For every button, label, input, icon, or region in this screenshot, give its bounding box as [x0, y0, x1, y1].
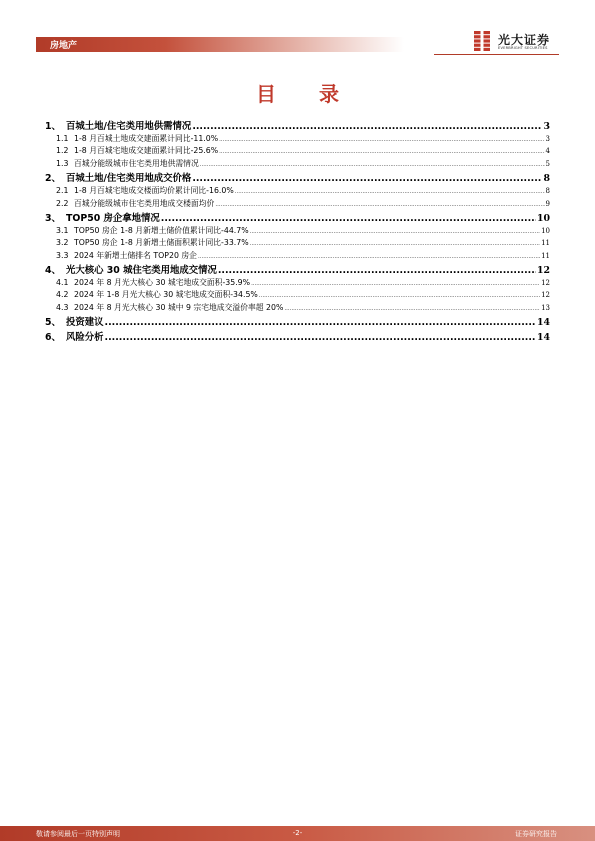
toc-entry-number: 3.3 — [56, 250, 69, 260]
toc-leader-dots — [198, 251, 540, 260]
toc-entry-number: 4、 — [45, 264, 61, 276]
toc-leader-dots — [250, 226, 540, 235]
toc-leader-dots — [192, 173, 542, 184]
toc-entry-page: 11 — [541, 239, 550, 248]
footer-report-type: 证券研究报告 — [515, 829, 557, 838]
toc-entry-title: TOP50 房企 1-8 月新增土储面积累计同比-33.7% — [74, 238, 249, 248]
toc-entry-number: 1.2 — [56, 146, 69, 156]
toc-leader-dots — [259, 290, 540, 299]
toc-entry-section[interactable] — [45, 210, 550, 225]
footer-bar — [0, 826, 595, 841]
toc-entry-number: 4.1 — [56, 278, 69, 288]
toc-entry-number: 2、 — [45, 173, 61, 185]
toc-entry-section[interactable] — [45, 329, 550, 344]
toc-entry-subsection[interactable] — [45, 225, 550, 237]
toc-entry-number: 6、 — [45, 332, 61, 344]
toc-entry-number: 5、 — [45, 317, 61, 329]
toc-entry-title: 1-8 月百城土地成交建面累计同比-11.0% — [74, 134, 219, 144]
toc-entry-title: 百城分能级城市住宅类用地成交楼面均价 — [74, 198, 215, 208]
toc-entry-section[interactable] — [45, 314, 550, 329]
toc-entry-page: 13 — [541, 303, 550, 312]
toc-entry-section[interactable] — [45, 170, 550, 185]
logo-text-cn: 光大证券 — [498, 33, 551, 47]
toc-entry-page: 5 — [545, 159, 550, 168]
toc-entry-number: 1、 — [45, 121, 61, 132]
toc-entry-subsection[interactable] — [45, 250, 550, 262]
toc-entry-subsection[interactable] — [45, 237, 550, 249]
toc-entry-title: 百城土地/住宅类用地成交价格 — [66, 173, 192, 185]
logo-mark-icon — [474, 31, 490, 51]
toc-leader-dots — [105, 317, 536, 328]
toc-leader-dots — [215, 199, 544, 208]
toc-entry-title: 2024 年 8 月光大核心 30 城中 9 宗宅地成交溢价率超 20% — [74, 302, 284, 312]
toc-leader-dots — [251, 278, 540, 287]
toc-entry-page: 9 — [545, 199, 550, 208]
toc-entry-page: 12 — [541, 291, 550, 300]
toc-entry-number: 1.3 — [56, 158, 69, 168]
toc-entry-number: 3.1 — [56, 226, 69, 236]
toc-entry-page: 3 — [545, 135, 550, 144]
toc-entry-title: 1-8 月百城宅地成交建面累计同比-25.6% — [74, 146, 219, 156]
toc-entry-page: 3 — [543, 121, 550, 132]
toc-entry-number: 1.1 — [56, 134, 69, 144]
toc-entry-number: 4.2 — [56, 290, 69, 300]
table-of-contents — [45, 118, 550, 344]
toc-entry-title: 光大核心 30 城住宅类用地成交情况 — [66, 264, 217, 276]
toc-entry-section[interactable] — [45, 118, 550, 133]
toc-entry-number: 4.3 — [56, 302, 69, 312]
toc-entry-number: 3.2 — [56, 238, 69, 248]
toc-entry-page: 14 — [536, 317, 550, 329]
toc-entry-subsection[interactable] — [45, 158, 550, 170]
toc-entry-section[interactable] — [45, 262, 550, 277]
toc-entry-subsection[interactable] — [45, 185, 550, 197]
toc-entry-page: 10 — [536, 212, 550, 224]
footer-page-number: -2- — [292, 828, 303, 837]
company-logo — [474, 31, 560, 53]
toc-entry-page: 10 — [541, 227, 550, 236]
toc-entry-page: 12 — [536, 264, 550, 276]
toc-entry-page: 8 — [545, 187, 550, 196]
toc-leader-dots — [161, 213, 536, 224]
toc-title: 目 录 — [256, 82, 357, 106]
toc-entry-subsection[interactable] — [45, 289, 550, 301]
toc-entry-title: 2024 年新增土储排名 TOP20 房企 — [74, 250, 197, 260]
toc-entry-page: 11 — [541, 251, 550, 260]
toc-entry-subsection[interactable] — [45, 145, 550, 157]
toc-entry-page: 14 — [536, 332, 550, 344]
toc-entry-page: 8 — [543, 173, 550, 185]
toc-leader-dots — [218, 265, 536, 276]
toc-entry-number: 3、 — [45, 212, 61, 224]
toc-leader-dots — [250, 238, 540, 247]
toc-entry-title: 1-8 月百城宅地成交楼面均价累计同比-16.0% — [74, 186, 234, 196]
toc-entry-page: 12 — [541, 279, 550, 288]
toc-entry-number: 2.2 — [56, 198, 69, 208]
toc-entry-title: 百城土地/住宅类用地供需情况 — [66, 121, 192, 132]
toc-entry-subsection[interactable] — [45, 302, 550, 314]
toc-entry-subsection[interactable] — [45, 198, 550, 210]
footer-disclaimer: 敬请参阅最后一页特别声明 — [36, 829, 120, 838]
toc-leader-dots — [192, 121, 542, 132]
header-section-bar — [36, 37, 404, 52]
toc-leader-dots — [235, 186, 545, 195]
toc-leader-dots — [200, 159, 545, 168]
toc-leader-dots — [105, 332, 536, 343]
toc-leader-dots — [219, 146, 544, 155]
toc-entry-title: TOP50 房企拿地情况 — [66, 212, 160, 224]
logo-text-en: EVERBRIGHT SECURITIES — [498, 46, 548, 50]
toc-leader-dots — [284, 303, 540, 312]
header-section-label: 房地产 — [50, 41, 78, 51]
toc-entry-title: 风险分析 — [66, 332, 104, 344]
toc-entry-title: 2024 年 8 月光大核心 30 城宅地成交面积-35.9% — [74, 278, 251, 288]
toc-entry-title: 投资建议 — [66, 317, 104, 329]
toc-entry-title: 2024 年 1-8 月光大核心 30 城宅地成交面积-34.5% — [74, 290, 258, 300]
toc-leader-dots — [219, 134, 544, 143]
toc-entry-title: 百城分能级城市住宅类用地供需情况 — [74, 158, 199, 168]
header-divider — [434, 54, 559, 55]
toc-entry-title: TOP50 房企 1-8 月新增土储价值累计同比-44.7% — [74, 226, 249, 236]
toc-entry-number: 2.1 — [56, 186, 69, 196]
toc-entry-subsection[interactable] — [45, 277, 550, 289]
toc-entry-subsection[interactable] — [45, 133, 550, 145]
toc-entry-page: 4 — [545, 147, 550, 156]
